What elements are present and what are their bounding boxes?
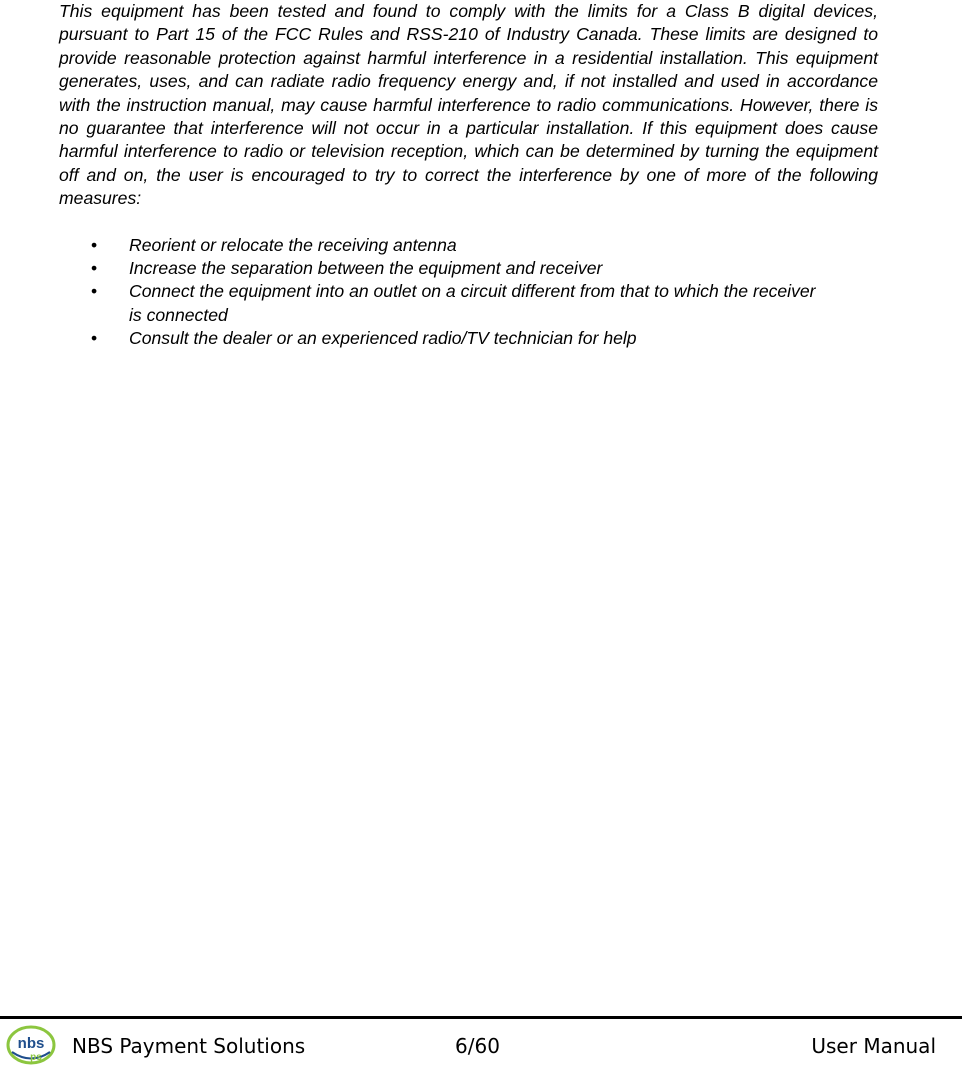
list-item [59,234,819,257]
measure-text: Increase the separation between the equipment and receiver [129,258,603,279]
measure-text: Consult the dealer or an experienced radio/TV technician for help [129,328,637,349]
bullet-icon: • [91,234,98,255]
footer-divider [0,1016,962,1019]
logo-text-bottom: ps [30,1052,42,1063]
list-item [59,280,819,327]
list-item [59,327,819,350]
fcc-compliance-paragraph: This equipment has been tested and found to comply with the limits for a Class B digital devices, pursuant to Part 15 of the FCC Rules and RSS-210 of Industry Canada. These limits are designed to provide reasonable protection against harmful interference in a residential installation. This equipment generates, uses, and can radiate radio frequency energy and, if not installed and used in accordance with the instruction manual, may cause harmful interference to radio communications. However, there is no guarantee that interference will not occur in a particular installation. If this equipment does cause harmful interference to radio or television reception, which can be determined by turning the equipment off and on, the user is encouraged to try to correct the interference by one of more of the following measures: [59,1,878,209]
measure-text: Connect the equipment into an outlet on a circuit different from that to which the receiver is connected [129,281,816,325]
measure-text: Reorient or relocate the receiving antenna [129,234,457,255]
page-content [59,0,878,351]
document-title: User Manual [811,1034,936,1058]
nbs-logo-icon [6,1025,56,1065]
logo-text-top: nbs [17,1035,45,1052]
page-footer [0,1022,962,1065]
list-item [59,257,819,280]
measures-list [59,234,878,351]
bullet-icon: • [91,328,98,349]
page-number: 6/60 [455,1034,500,1058]
bullet-icon: • [91,258,98,279]
company-name: NBS Payment Solutions [72,1034,306,1058]
bullet-icon: • [91,281,98,302]
